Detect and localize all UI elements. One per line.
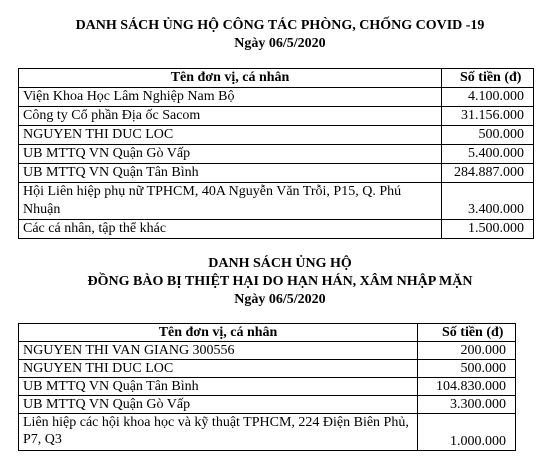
donor-name: Viện Khoa Học Lâm Nghiệp Nam Bộ xyxy=(19,88,442,107)
table-row xyxy=(19,220,534,239)
table-row xyxy=(19,145,534,164)
section1-date: Ngày 06/5/2020 xyxy=(234,36,326,51)
table-header-row xyxy=(19,324,516,342)
donor-name: NGUYEN THI VAN GIANG 300556 xyxy=(19,342,418,360)
donation-amount: 1.500.000 xyxy=(442,220,534,239)
donation-amount: 3.400.000 xyxy=(442,183,534,220)
donation-amount: 200.000 xyxy=(418,342,516,360)
table-row xyxy=(19,360,516,378)
section2-title-line2: ĐỒNG BÀO BỊ THIỆT HẠI DO HẠN HÁN, XÂM NHẬP MẶN xyxy=(87,274,473,289)
donor-name: UB MTTQ VN Quận Gò Vấp xyxy=(19,396,418,414)
donor-name: UB MTTQ VN Quận Gò Vấp xyxy=(19,145,442,164)
drought-donation-table xyxy=(18,323,516,451)
donor-name: Liên hiệp các hội khoa học và kỹ thuật TPHCM, 224 Điện Biên Phủ, P7, Q3 xyxy=(19,414,418,451)
donor-name: Hội Liên hiệp phụ nữ TPHCM, 40A Nguyễn Văn Trỗi, P15, Q. Phú Nhuận xyxy=(19,183,442,220)
name-column-header: Tên đơn vị, cá nhân xyxy=(19,69,442,88)
table-row xyxy=(19,107,534,126)
table-row xyxy=(19,414,516,451)
table-row xyxy=(19,183,534,220)
donor-name: NGUYEN THI DUC LOC xyxy=(19,360,418,378)
donation-amount: 1.000.000 xyxy=(418,414,516,451)
name-column-header: Tên đơn vị, cá nhân xyxy=(19,324,418,342)
section2-title-line1: DANH SÁCH ỦNG HỘ xyxy=(208,256,352,271)
section2-date: Ngày 06/5/2020 xyxy=(234,292,326,307)
donation-amount: 500.000 xyxy=(418,360,516,378)
donor-name: UB MTTQ VN Quận Tân Bình xyxy=(19,164,442,183)
donation-amount: 5.400.000 xyxy=(442,145,534,164)
donation-amount: 284.887.000 xyxy=(442,164,534,183)
donation-amount: 31.156.000 xyxy=(442,107,534,126)
table-row xyxy=(19,164,534,183)
donor-name: UB MTTQ VN Quận Tân Bình xyxy=(19,378,418,396)
table-row xyxy=(19,396,516,414)
amount-column-header: Số tiền (đ) xyxy=(418,324,516,342)
table-row xyxy=(19,342,516,360)
table-row xyxy=(19,378,516,396)
table-row xyxy=(19,126,534,145)
donor-name: Các cá nhân, tập thể khác xyxy=(19,220,442,239)
donation-amount: 4.100.000 xyxy=(442,88,534,107)
donation-amount: 500.000 xyxy=(442,126,534,145)
amount-column-header: Số tiền (đ) xyxy=(442,69,534,88)
donation-amount: 3.300.000 xyxy=(418,396,516,414)
table-header-row xyxy=(19,69,534,88)
covid-donation-table xyxy=(18,68,534,239)
section1-title: DANH SÁCH ỦNG HỘ CÔNG TÁC PHÒNG, CHỐNG COVID -19 xyxy=(75,18,485,33)
donor-name: NGUYEN THI DUC LOC xyxy=(19,126,442,145)
table-row xyxy=(19,88,534,107)
donation-amount: 104.830.000 xyxy=(418,378,516,396)
donor-name: Công ty Cổ phần Địa ốc Sacom xyxy=(19,107,442,126)
